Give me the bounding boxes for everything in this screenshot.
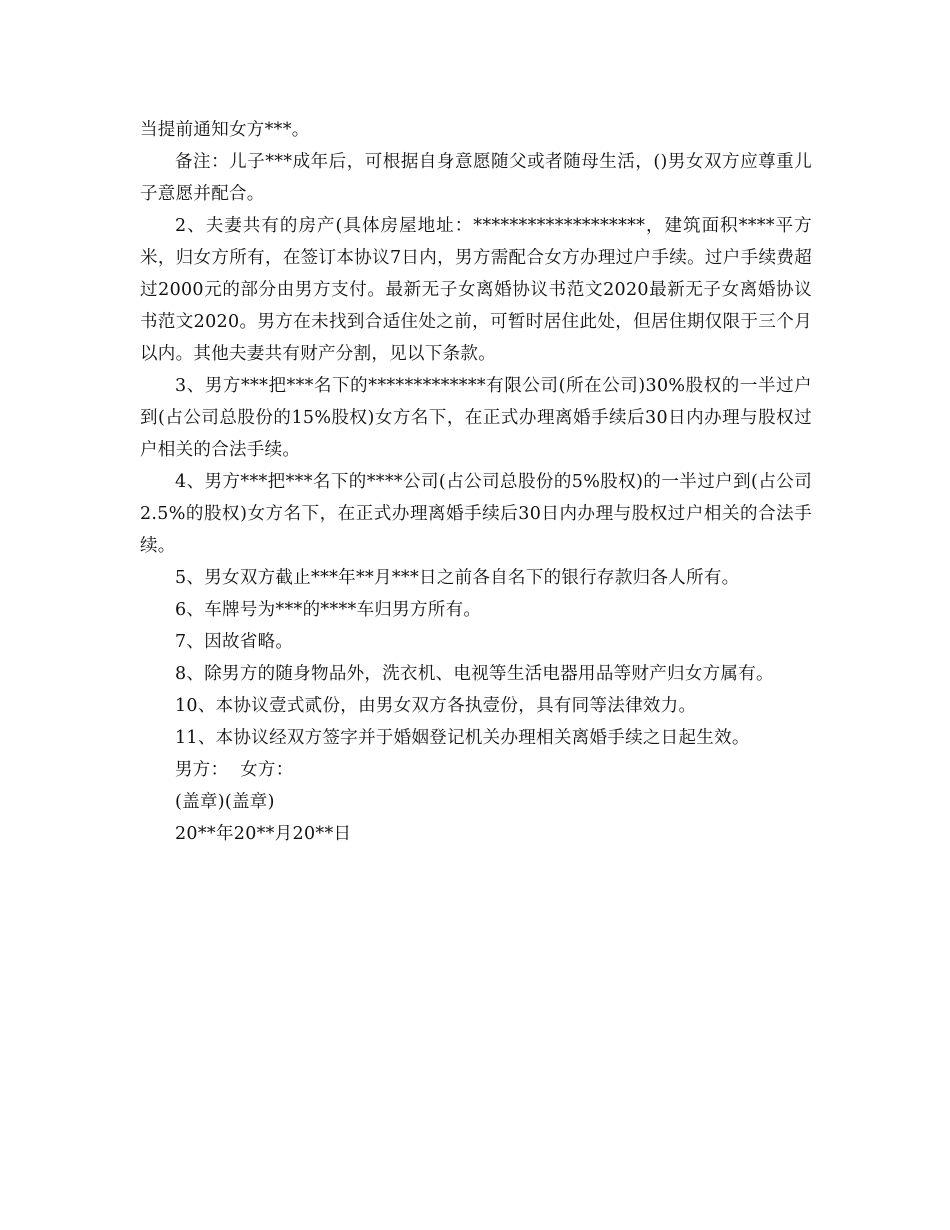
- paragraph-clause-4: 4、男方***把***名下的****公司(占公司总股份的5%股权)的一半过户到(占公司2.5%的股权)女方名下，在正式办理离婚手续后30日内办理与股权过户相关的合法手续。: [140, 472, 812, 556]
- paragraph-remark: 备注：儿子***成年后，可根据自身意愿随父或者随母生活，()男女双方应尊重儿子意愿并配合。: [140, 152, 812, 204]
- signature-seals: (盖章)(盖章): [175, 792, 275, 812]
- paragraph-clause-7: 7、因故省略。: [175, 632, 294, 652]
- paragraph-continuation: 当提前通知女方***。: [140, 120, 310, 140]
- signature-parties: 男方： 女方：: [175, 760, 294, 780]
- signature-date: 20**年20**月20**日: [175, 824, 352, 844]
- paragraph-clause-5: 5、男女双方截止***年**月***日之前各自名下的银行存款归各人所有。: [175, 568, 740, 588]
- paragraph-clause-8: 8、除男方的随身物品外，洗衣机、电视等生活电器用品等财产归女方属有。: [175, 664, 774, 684]
- document-body: [140, 114, 812, 850]
- paragraph-clause-6: 6、车牌号为***的****车归男方所有。: [175, 600, 482, 620]
- paragraph-clause-10: 10、本协议壹式贰份，由男女双方各执壹份，具有同等法律效力。: [175, 696, 697, 716]
- paragraph-clause-2: 2、夫妻共有的房产(具体房屋地址：*******************，建筑面积****平方米，归女方所有，在签订本协议7日内，男方需配合女方办理过户手续。过户手续费超过2000元的部分由男方支付。最新无子女离婚协议书范文2020最新无子女离婚协议书范文2020。男方在未找到合适住处之前，可暂时居住此处，但居住期仅限于三个月以内。其他夫妻共有财产分割，见以下条款。: [140, 216, 812, 364]
- paragraph-clause-3: 3、男方***把***名下的*************有限公司(所在公司)30%股权的一半过户到(占公司总股份的15%股权)女方名下，在正式办理离婚手续后30日内办理与股权过户相关的合法手续。: [140, 376, 812, 460]
- paragraph-clause-11: 11、本协议经双方签字并于婚姻登记机关办理相关离婚手续之日起生效。: [175, 728, 750, 748]
